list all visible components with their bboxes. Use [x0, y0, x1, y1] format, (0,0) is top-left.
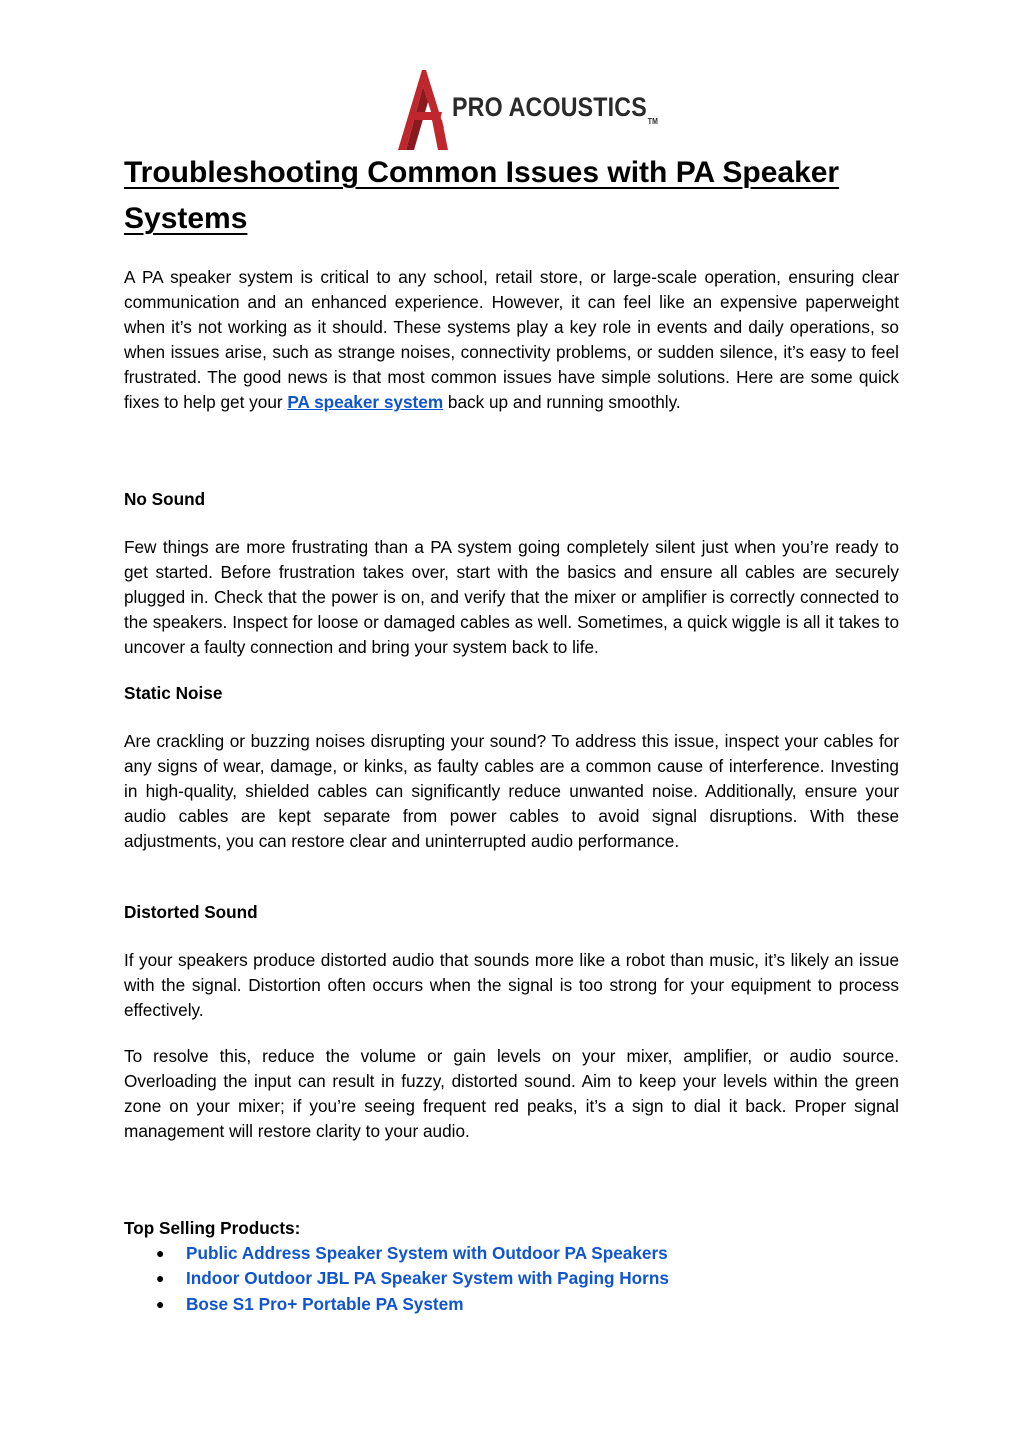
product-item [124, 1292, 899, 1317]
static-noise-paragraph: Are crackling or buzzing noises disrupting your sound? To address this issue, inspect your cables for any signs of wear, damage, or kinks, as faulty cables are a common cause of interference. Investing in high-quality, shielded cables can significantly reduce unwanted noise. Additionally, ensure your audio cables are kept separate from power cables to avoid signal disruptions. With these adjustments, you can restore clear and uninterrupted audio performance. [124, 731, 899, 852]
product-link[interactable]: Bose S1 Pro+ Portable PA System [186, 1293, 464, 1314]
intro-paragraph [124, 265, 899, 416]
distorted-sound-section [124, 900, 899, 925]
intro-text-before: A PA speaker system is critical to any school, retail store, or large-scale operation, ensuring clear communication and an enhanced experience. However, it can feel like an expensive paperweight when it’s not working as it should. These systems play a key role in events and daily operations, so when issues arise, such as strange noises, connectivity problems, or sudden silence, it’s easy to feel frustrated. The good news is that most common issues have simple solutions. Here are some quick fixes to help get your [124, 267, 899, 413]
no-sound-heading: No Sound [124, 489, 206, 509]
intro-text-after: back up and running smoothly. [443, 392, 681, 413]
bullet-icon: ● [156, 1245, 165, 1261]
static-noise-heading: Static Noise [124, 683, 223, 703]
product-link[interactable]: Indoor Outdoor JBL PA Speaker System with Paging Horns [186, 1268, 669, 1289]
pro-acoustics-a-mark-icon [392, 68, 452, 152]
static-noise-section [124, 681, 899, 706]
bullet-icon: ● [156, 1295, 165, 1312]
distorted-sound-body-1 [124, 948, 899, 1023]
product-item [124, 1266, 899, 1291]
pro-acoustics-logo [392, 68, 659, 152]
no-sound-body [124, 535, 899, 660]
no-sound-section [124, 487, 899, 512]
distorted-sound-paragraph-2: To resolve this, reduce the volume or gain levels on your mixer, amplifier, or audio source. Overloading the input can result in fuzzy, distorted sound. Aim to keep your levels within the green zone on your mixer; if you’re seeing frequent red peaks, it’s a sign to dial it back. Proper signal management will restore clarity to your audio. [124, 1046, 899, 1142]
static-noise-body [124, 729, 899, 854]
product-item [124, 1241, 899, 1266]
pa-speaker-system-link[interactable]: PA speaker system [287, 392, 444, 413]
bullet-icon: ● [156, 1270, 165, 1287]
products-heading: Top Selling Products: [124, 1218, 301, 1238]
logo-wordmark [452, 92, 658, 126]
no-sound-paragraph: Few things are more frustrating than a PA system going completely silent just when you’re ready to get started. Before frustration takes over, start with the basics and ensure all cables are securely plugged in. Check that the power is on, and verify that the mixer or amplifier is correctly connected to the speakers. Inspect for loose or damaged cables as well. Sometimes, a quick wiggle is all it takes to uncover a faulty connection and bring your system back to life. [124, 537, 899, 658]
page-title: Troubleshooting Common Issues with PA Speaker Systems [124, 156, 840, 235]
products-list [124, 1241, 899, 1317]
distorted-sound-heading: Distorted Sound [124, 902, 258, 922]
logo-text: PRO ACOUSTICS [452, 92, 647, 122]
top-selling-products [124, 1216, 899, 1317]
product-link[interactable]: Public Address Speaker System with Outdoor PA Speakers [186, 1243, 668, 1263]
distorted-sound-paragraph-1: If your speakers produce distorted audio that sounds more like a robot than music, it’s likely an issue with the signal. Distortion often occurs when the signal is too strong for your equipment to process effectively. [124, 950, 899, 1021]
intro-section [124, 265, 899, 416]
trademark-mark: TM [647, 117, 659, 126]
distorted-sound-body-2 [124, 1044, 899, 1144]
